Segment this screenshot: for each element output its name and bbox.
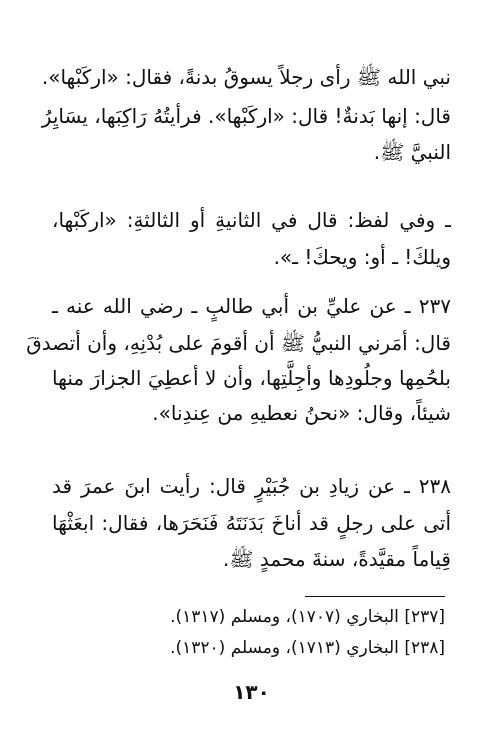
text-line: النبيَّ ﷺ. <box>373 140 451 164</box>
page-number: ١٣٠ <box>233 680 270 704</box>
text-line: قال: إنها بَدنةٌ! قال: «اركَبْها». فرأيتُهُ رَاكِبَها، يسَايِرُ <box>41 104 451 128</box>
text-line: بلحُمِها وجلُودِها وأجِلَّتِها، وأن لا أعطِيَ الجزارَ منها <box>52 366 451 390</box>
footnote: [٢٣٨] البخاري (١٧١٣)، ومسلم (١٣٢٠). <box>170 638 445 658</box>
text-line: ٢٣٨ ـ عن زيادِ بن جُبَيْرٍ قال: رأيت ابنَ عمرَ قد <box>52 474 451 498</box>
text-line: قِياماً مقيَّدةً، سنةَ محمدٍ ﷺ. <box>223 547 451 571</box>
text-line: شيئاً، وقال: «نحنُ نعطيهِ من عِندِنا». <box>152 401 451 425</box>
text-line: ويلكَ! ـ أو: ويحكَ! ـ». <box>273 245 451 269</box>
footnote-separator <box>305 596 445 597</box>
text-line: أتى على رجلٍ قد أناخَ بَدَنَتَهُ فَنَحَرَها، فقال: ابعَثْهَا <box>52 511 451 535</box>
text-line: نبي الله ﷺ رأى رجلاً يسوقُ بدنةً، فقال: «اركَبْها». <box>41 65 451 89</box>
text-line: ـ وفي لفظ: قال في الثانيةِ أو الثالثةِ: «اركَبْها، <box>52 208 451 232</box>
text-line: ٢٣٧ ـ عن عليِّ بن أبي طالبٍ ـ رضي الله عنه ـ <box>52 294 451 318</box>
text-line: قال: أمَرني النبيُّ ﷺ أن أقومَ على بُدْنِهِ، وأن أتصدقَ <box>26 331 451 355</box>
footnote: [٢٣٧] البخاري (١٧٠٧)، ومسلم (١٣١٧). <box>170 607 445 627</box>
